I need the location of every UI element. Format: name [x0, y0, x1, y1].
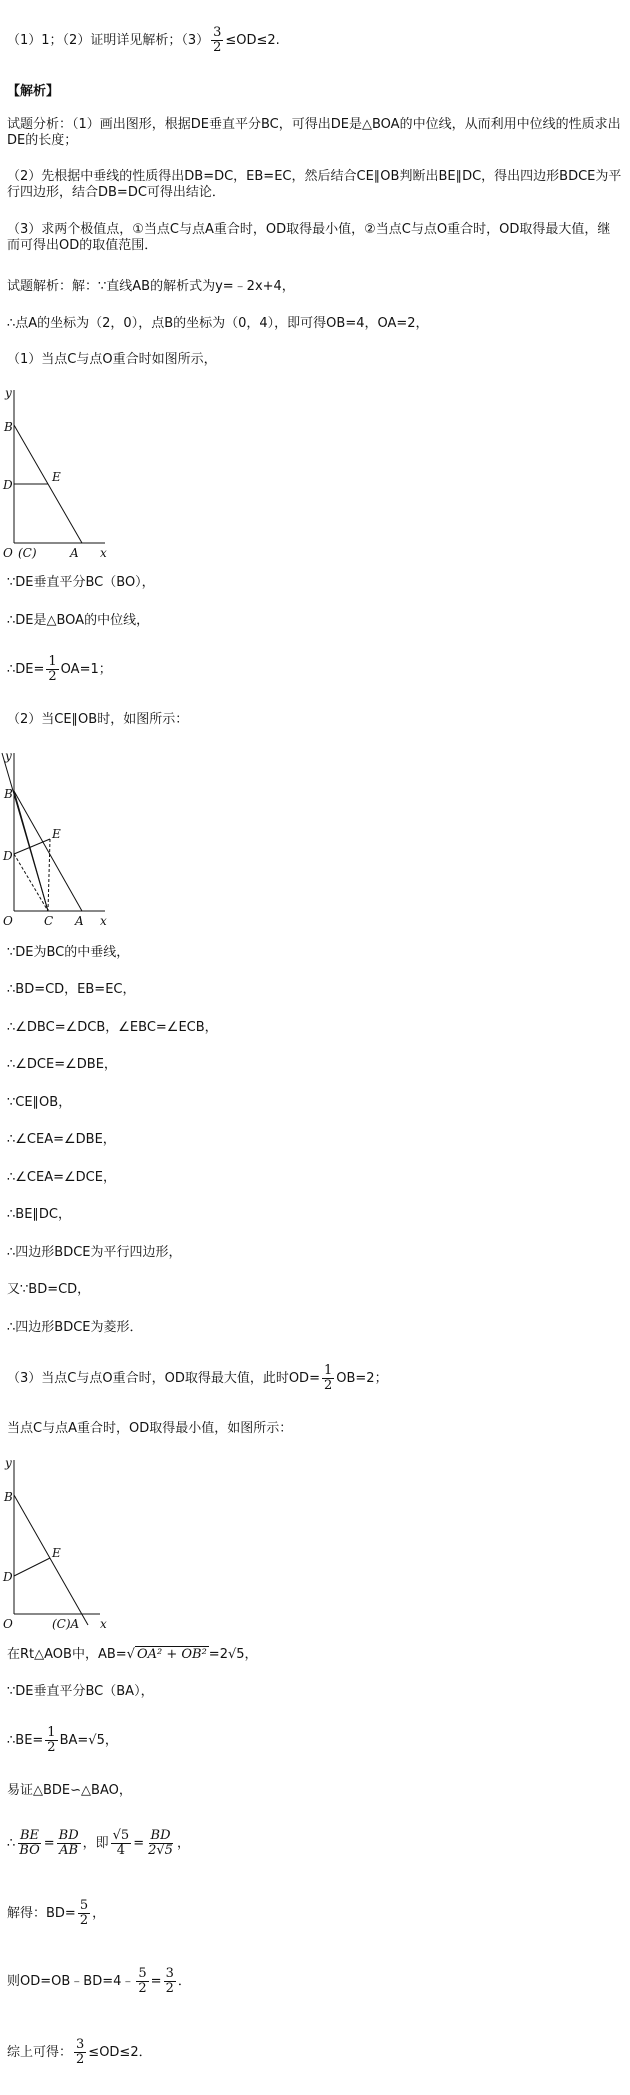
de-ba-line: ∵DE垂直平分BC（BA）， [7, 1684, 154, 1699]
s2-line: ∴BE∥DC， [7, 1207, 71, 1222]
ratio-n4: BD [150, 1828, 171, 1843]
ratio-frac-4 [146, 1829, 175, 1858]
ratio-pre: ∴ [7, 1836, 16, 1851]
be-num: 1 [47, 1725, 56, 1740]
answer-suffix: ≤OD≤2. [225, 33, 280, 48]
analysis-p3: （3）求两个极值点，①当点C与点A重合时，OD取得最小值，②当点C与点O重合时，OD取得最大值，继而可得出OD的取值范围． [7, 222, 611, 253]
fig2-C-label: C [44, 914, 54, 928]
be-suffix: BA=√5， [59, 1733, 118, 1748]
final-num: 3 [76, 2037, 85, 2052]
case2-text: （2）当CE∥OB时，如图所示： [7, 712, 189, 727]
fig1-x-label: x [100, 546, 107, 560]
ratio-d2: AB [59, 1843, 79, 1858]
rt-prefix: 在Rt△AOB中，AB= [7, 1647, 127, 1662]
ratio-frac-1 [17, 1829, 41, 1858]
figure-2 [0, 748, 130, 928]
rt-sqrt: √ OA² + OB² [126, 1647, 207, 1662]
od-frac-2 [164, 1967, 176, 1996]
analysis-header: 【解析】 [7, 84, 60, 99]
rt-radicand: OA² + OB² [136, 1647, 207, 1662]
answer-line [7, 26, 280, 55]
be-den: 2 [47, 1740, 56, 1755]
ratio-d3: 4 [116, 1843, 126, 1858]
case3-prefix: （3）当点C与点O重合时，OD取得最大值，此时OD= [7, 1371, 320, 1386]
s2-line: ∴∠DCE=∠DBE， [7, 1057, 117, 1072]
od-prefix: 则OD=OB﹣BD=4﹣ [7, 1974, 135, 1989]
s2-line: 又∵BD=CD， [7, 1282, 91, 1297]
case3b-text: 当点C与点A重合时，OD取得最小值，如图所示： [7, 1421, 293, 1436]
solve-line [7, 1899, 105, 1928]
fig1-B-label: B [4, 420, 13, 434]
s2-line: ∵CE∥OB， [7, 1095, 72, 1110]
final-line [7, 2038, 152, 2067]
solve-frac [78, 1899, 90, 1928]
fig1-D-label: D [3, 478, 13, 492]
final-suffix: ≤OD≤2． [88, 2045, 152, 2060]
fig2-D-label: D [3, 849, 13, 863]
s2-line: ∵DE为BC的中垂线， [7, 945, 130, 960]
case3-suffix: OB=2； [336, 1371, 388, 1386]
solve-suffix: ， [92, 1906, 106, 1921]
s1-l3 [7, 655, 112, 684]
ratio-end: ， [176, 1836, 190, 1851]
ratio-d4: 2√5 [148, 1843, 173, 1858]
s2-line: ∴BD=CD，EB=EC， [7, 982, 136, 997]
fig2-E-label: E [52, 827, 61, 841]
s1-l1: ∵DE垂直平分BC（BO）， [7, 575, 155, 590]
answer-frac-num: 3 [213, 25, 222, 40]
solve-num: 5 [79, 1898, 89, 1913]
rt-suffix: =2√5， [208, 1647, 258, 1662]
fig2-x-label: x [100, 914, 107, 928]
be-frac [45, 1726, 57, 1755]
fig3-C-label: (C)A [52, 1617, 80, 1630]
be-line [7, 1726, 118, 1755]
solve-prefix: 解得：BD= [7, 1906, 76, 1921]
s2-line: ∴∠CEA=∠DCE， [7, 1170, 116, 1185]
case3-num: 1 [323, 1363, 333, 1378]
s2-line: ∴∠CEA=∠DBE， [7, 1132, 116, 1147]
ratio-frac-2 [57, 1829, 81, 1858]
fig2-O-label: O [3, 914, 13, 928]
be-prefix: ∴BE= [7, 1733, 44, 1748]
od-n1: 5 [138, 1966, 147, 1981]
fig1-y-label: y [5, 386, 12, 400]
analysis-p1: 试题分析：（1）画出图形，根据DE垂直平分BC，可得出DE是△BOA的中位线，从而利用中位线的性质求出DE的长度； [7, 117, 621, 148]
final-prefix: 综上可得： [7, 2045, 73, 2060]
od-d1: 2 [138, 1981, 147, 1996]
od-d2: 2 [165, 1981, 174, 1996]
s1-l3-frac [46, 655, 58, 684]
similar-line: 易证△BDE∽△BAO， [7, 1783, 132, 1798]
fig3-y-label: y [5, 1456, 12, 1470]
fig3-B-label: B [4, 1490, 13, 1504]
s1-l3-suffix: OA=1； [60, 662, 112, 677]
analysis-p2: （2）先根据中垂线的性质得出DB=DC，EB=EC，然后结合CE∥OB判断出BE∥DC，得出四边形BDCE为平行四边形，结合DB=DC可得出结论． [7, 169, 622, 200]
s2-line: ∴∠DBC=∠DCB，∠EBC=∠ECB， [7, 1020, 218, 1035]
figure-1 [0, 385, 130, 560]
od-n2: 3 [165, 1966, 174, 1981]
od-line [7, 1967, 191, 1996]
s1-l3-den: 2 [48, 669, 57, 684]
s1-l3-num: 1 [48, 654, 57, 669]
answer-frac-den: 2 [213, 40, 222, 55]
ratio-n3: √5 [112, 1828, 130, 1843]
ratio-line [7, 1829, 190, 1858]
final-den: 2 [76, 2052, 85, 2067]
s1-l3-prefix: ∴DE= [7, 662, 45, 677]
fig1-E-label: E [52, 470, 61, 484]
fig1-O-label: O [3, 546, 13, 560]
ratio-d1: BO [19, 1843, 40, 1858]
rt-line [7, 1647, 258, 1663]
fig2-A-label: A [75, 914, 84, 928]
s2-line: ∴四边形BDCE为平行四边形， [7, 1245, 182, 1260]
fig3-E-label: E [52, 1546, 61, 1560]
ratio-eq-2: = [133, 1836, 145, 1851]
od-eq: = [150, 1974, 162, 1989]
answer-prefix: （1）1；（2）证明详见解析；（3） [7, 33, 210, 48]
fig1-A-label: A [70, 546, 79, 560]
fig2-B-label: B [4, 787, 13, 801]
od-suffix: ． [177, 1974, 191, 1989]
case3-frac [322, 1364, 334, 1393]
fig3-O-label: O [3, 1617, 13, 1630]
ratio-n2: BD [58, 1828, 79, 1843]
ratio-eq: = [43, 1836, 55, 1851]
final-frac [74, 2038, 86, 2067]
ratio-mid: ，即 [82, 1836, 109, 1851]
solve-den: 2 [79, 1913, 89, 1928]
fig3-x-label: x [100, 1617, 107, 1630]
s2-line: ∴四边形BDCE为菱形． [7, 1320, 143, 1335]
case1-text: （1）当点C与点O重合时如图所示， [7, 352, 217, 367]
case3-den: 2 [323, 1378, 333, 1393]
fig3-D-label: D [3, 1570, 13, 1584]
od-frac-1 [136, 1967, 148, 1996]
s1-l2: ∴DE是△BOA的中位线， [7, 613, 150, 628]
fig2-y-label: y [5, 749, 12, 763]
figure-3 [0, 1455, 130, 1630]
ratio-frac-3 [111, 1829, 132, 1858]
ratio-n1: BE [19, 1828, 40, 1843]
case3-text [7, 1364, 388, 1393]
fig1-C-label: (C) [18, 546, 37, 560]
solution-coords: ∴点A的坐标为（2，0），点B的坐标为（0，4），即可得OB=4，OA=2， [7, 316, 429, 331]
answer-fraction [211, 26, 223, 55]
solution-intro: 试题解析：解：∵直线AB的解析式为y=﹣2x+4， [7, 279, 295, 294]
